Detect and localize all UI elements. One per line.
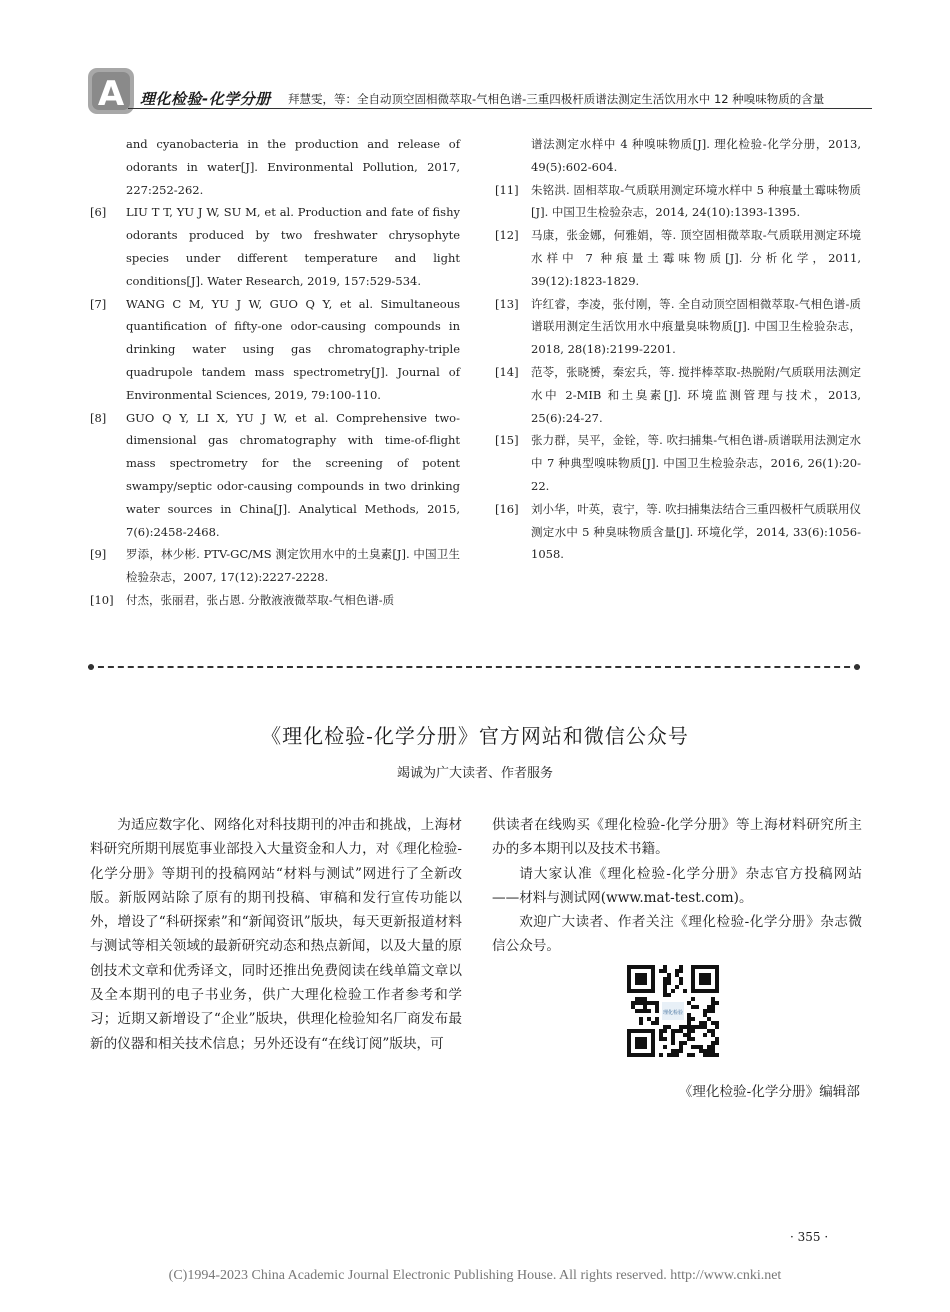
reference-item	[90, 293, 460, 407]
header-rule	[128, 108, 872, 109]
reference-text: WANG C M, YU J W, GUO Q Y, et al. Simultaneous quantification of fifty-one odor-causing compounds in drinking water using gas chromatography-triple quadrupole tandem mass spectrometry[J]. Journal of Environmental Sciences, 2019, 79:100-110.	[126, 296, 460, 402]
reference-item	[495, 293, 861, 361]
reference-text: 张力群，吴平，金铨，等. 吹扫捕集-气相色谱-质谱联用法测定水中 7 种典型嗅味物质[J]. 中国卫生检验杂志，2016, 26(1):20-22.	[531, 433, 861, 493]
reference-text: 马康，张金娜，何雅娟，等. 顶空固相微萃取-气质联用测定环境水样中 7 种痕量土霉味物质[J]. 分析化学，2011, 39(12):1823-1829.	[531, 228, 861, 288]
reference-number: [10]	[90, 592, 114, 607]
reference-text: and cyanobacteria in the production and release of odorants in water[J]. Environmental Pollution, 2017, 227:252-262.	[126, 137, 460, 197]
notice-subtitle: 竭诚为广大读者、作者服务	[396, 766, 553, 781]
reference-number: [16]	[495, 501, 519, 516]
page-number: · 355 ·	[790, 1230, 829, 1244]
reference-item	[495, 498, 861, 566]
reference-number: [11]	[495, 182, 519, 197]
reference-text: GUO Q Y, LI X, YU J W, et al. Comprehensive two-dimensional gas chromatography with time-of-flight mass spectrometry for the screening of potent swampy/septic odor-causing compounds in two drinking water sources in China[J]. Analytical Methods, 2015, 7(6):2458-2468.	[126, 410, 460, 539]
reference-number: [6]	[90, 205, 107, 220]
notice-title: 《理化检验-化学分册》官方网站和微信公众号	[261, 724, 689, 748]
reference-item	[495, 361, 861, 429]
reference-text: 罗添，林少彬. PTV-GC/MS 测定饮用水中的土臭素[J]. 中国卫生检验杂志，2007, 17(12):2227-2228.	[126, 547, 460, 585]
reference-text: 许红睿，李凌，张付刚，等. 全自动顶空固相微萃取-气相色谱-质谱联用测定生活饮用水中痕量臭味物质[J]. 中国卫生检验杂志，2018, 28(18):2199-2201.	[531, 296, 861, 357]
copyright-footer: (C)1994-2023 China Academic Journal Electronic Publishing House. All rights reserved. http://www.cnki.net	[168, 1268, 782, 1283]
qr-center-label: 理化检验	[662, 1010, 684, 1016]
reference-number: [7]	[90, 296, 107, 311]
reference-item	[90, 543, 460, 589]
reference-number: [13]	[495, 296, 519, 311]
notice-paragraph: 为适应数字化、网络化对科技期刊的冲击和挑战，上海材料研究所期刊展览事业部投入大量资金和人力，对《理化检验-化学分册》等期刊的投稿网站“材料与测试”网进行了全新改版。新版网站除了原有的期刊投稿、审稿和发行宣传功能以外，增设了“科研探索”和“新闻资讯”版块，每天更新报道材料与测试等相关领域的最新研究动态和热点新闻，以及大量的原创技术文章和优秀译文，同时还推出免费阅读在线单篇文章以及全本期刊的电子书业务，供广大理化检验工作者参考和学习；近期又新增设了“企业”版块，供理化检验知名厂商发布最新的仪器和相关技术信息；另外还设有“在线订阅”版块，可	[90, 817, 462, 1052]
reference-number: [14]	[495, 364, 519, 379]
reference-item	[495, 179, 861, 225]
notice-paragraph: 请大家认准《理化检验-化学分册》杂志官方投稿网站——材料与测试网(www.mat-test.com)。	[492, 865, 862, 906]
reference-number: [8]	[90, 410, 107, 425]
reference-text: 范苓，张晓赟，秦宏兵，等. 搅拌棒萃取-热脱附/气质联用法测定水中 2-MIB 和土臭素[J]. 环境监测管理与技术，2013, 25(6):24-27.	[531, 364, 861, 425]
reference-text: LIU T T, YU J W, SU M, et al. Production and fate of fishy odorants produced by two freshwater chrysophyte species under different temperature and light conditions[J]. Water Research, 2019, 157:529-534.	[126, 205, 460, 288]
notice-right-column	[492, 813, 862, 959]
reference-item	[90, 133, 460, 201]
reference-item	[495, 133, 861, 179]
running-article-title: 拜慧雯，等：全自动顶空固相微萃取-气相色谱-三重四极杆质谱法测定生活饮用水中 12 种嗅味物质的含量	[288, 92, 825, 106]
reference-text: 付杰，张丽君，张占恩. 分散液液微萃取-气相色谱-质	[126, 592, 395, 607]
wechat-qr-code[interactable]	[627, 965, 719, 1057]
reference-text: 谱法测定水样中 4 种嗅味物质[J]. 理化检验-化学分册，2013, 49(5):602-604.	[531, 137, 861, 174]
reference-number: [9]	[90, 547, 107, 562]
reference-text: 朱铭洪. 固相萃取-气质联用测定环境水样中 5 种痕量土霉味物质[J]. 中国卫生检验杂志，2014, 24(10):1393-1395.	[531, 182, 861, 220]
section-divider	[88, 666, 860, 668]
reference-item	[495, 429, 861, 497]
reference-number: [12]	[495, 228, 519, 243]
references-left-column	[90, 133, 460, 612]
running-header	[88, 68, 872, 114]
reference-item	[90, 589, 460, 612]
notice-paragraph: 欢迎广大读者、作者关注《理化检验-化学分册》杂志微信公众号。	[492, 914, 862, 955]
notice-paragraph: 供读者在线购买《理化检验-化学分册》等上海材料研究所主办的多本期刊以及技术书籍。	[492, 817, 862, 858]
reference-number: [15]	[495, 433, 519, 448]
reference-item	[90, 407, 460, 544]
reference-item	[90, 201, 460, 292]
journal-name: 理化检验-化学分册	[140, 90, 271, 108]
references-right-column	[495, 133, 861, 566]
svg-text:A: A	[97, 74, 125, 114]
reference-text: 刘小华，叶英，袁宁，等. 吹扫捕集法结合三重四极杆气质联用仪测定水中 5 种臭味物质含量[J]. 环境化学，2014, 33(6):1056-1058.	[531, 501, 861, 562]
notice-left-column	[90, 813, 462, 1056]
editorial-signature: 《理化检验-化学分册》编辑部	[678, 1084, 860, 1100]
reference-item	[495, 224, 861, 292]
